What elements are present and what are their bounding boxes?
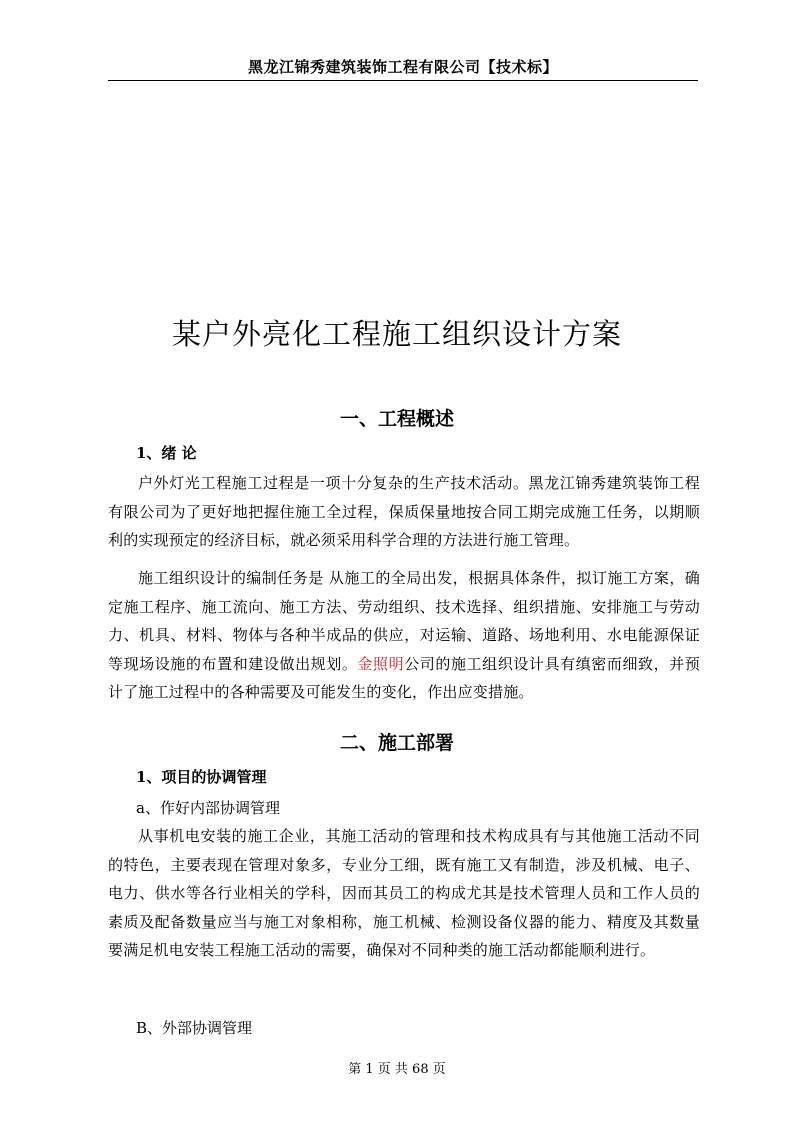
subheading-introduction: 1、绪 论 <box>136 444 197 462</box>
header-rule <box>108 80 698 81</box>
paragraph-construction-design <box>108 564 700 707</box>
item-internal-coordination: a、作好内部协调管理 <box>136 799 280 817</box>
page-header: 黑龙江锦秀建筑装饰工程有限公司【技术标】 <box>247 58 558 76</box>
section-heading-overview: 一、工程概述 <box>339 408 454 430</box>
paragraph-coordination: 从事机电安装的施工企业，其施工活动的管理和技术构成具有与其他施工活动不同的特色，主要表现在管理对象多，专业分工细，既有施工又有制造，涉及机械、电子、电力、供水等各行业相关的学科，因而其员工的构成尤其是技术管理人员和工作人员的素质及配备数量应当与施工对象相称，施工机械、检测设备仪器的能力、精度及其数量要满足机电安装工程施工活动的需要，确保对不同种类的施工活动都能顺利进行。 <box>108 827 700 960</box>
paragraph-text-part: 施工组织设计的编制任务是 从施工的全局出发，根据具体条件，拟订施工方案，确定施工程序、施工流向、施工方法、劳动组织、技术选择、组织措施、安排施工与劳动力、机具、材料、物体与各种半成品的供应，对运输、道路、场地利用、水电能源保证等现场设施的布置和建设做出规划。 <box>108 569 700 673</box>
paragraph-text-part: 公司的施工组织设计具有缜密而细致，并预计了施工过程中的各种需要及可能发生的变化，作出应变措施。 <box>108 654 700 702</box>
highlighted-company-name: 金照明 <box>357 654 405 673</box>
paragraph-introduction: 户外灯光工程施工过程是一项十分复杂的生产技术活动。黑龙江锦秀建筑装饰工程有限公司为了更好地把握住施工全过程，保质保量地按合同工期完成施工任务，以期顺利的实现预定的经济目标，就必须采用科学合理的方法进行施工管理。 <box>108 474 700 550</box>
section-heading-deployment: 二、施工部署 <box>339 732 454 754</box>
subheading-coordination: 1、项目的协调管理 <box>136 768 267 786</box>
page-footer: 第 1 页 共 68 页 <box>348 1062 446 1077</box>
document-title: 某户外亮化工程施工组织设计方案 <box>171 317 622 351</box>
item-external-coordination: B、外部协调管理 <box>136 1019 253 1037</box>
